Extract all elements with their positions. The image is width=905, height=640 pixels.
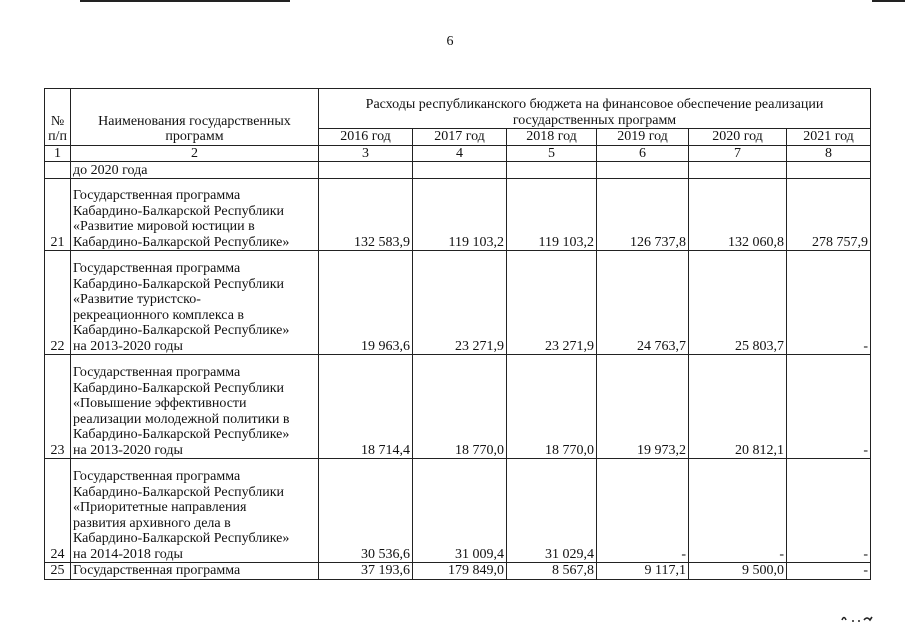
row-number: 23 — [45, 355, 71, 459]
program-name-line: Кабардино-Балкарской Республике» — [73, 427, 290, 442]
program-name-line: «Развитие мировой юстиции в — [73, 219, 255, 234]
column-number: 1 — [45, 145, 71, 162]
expense-value: 278 757,9 — [787, 179, 871, 251]
expense-value: 31 009,4 — [413, 459, 507, 563]
header-year: 2017 год — [413, 129, 507, 146]
program-name-line: «Повышение эффективности — [73, 396, 247, 411]
program-row — [45, 355, 871, 459]
program-row — [45, 251, 871, 355]
program-name-line: «Развитие туристско- — [73, 292, 201, 307]
column-number: 2 — [71, 145, 319, 162]
expense-value: 179 849,0 — [413, 563, 507, 580]
expense-value: 37 193,6 — [319, 563, 413, 580]
column-number: 8 — [787, 145, 871, 162]
program-name-line: Государственная программа — [73, 365, 241, 380]
program-rows — [45, 179, 871, 580]
program-name-line: Кабардино-Балкарской Республике» — [73, 323, 290, 338]
program-name-line: Кабардино-Балкарской Республике» — [73, 531, 290, 546]
program-name-line: Кабардино-Балкарской Республике» — [73, 234, 290, 250]
program-name-line: Государственная программа — [73, 188, 241, 203]
continuation-text: до 2020 года — [71, 162, 319, 179]
continuation-row — [45, 162, 871, 179]
program-name-line: Кабардино-Балкарской Республики — [73, 380, 284, 396]
expense-value: 19 963,6 — [319, 251, 413, 355]
expense-value: 23 271,9 — [413, 251, 507, 355]
program-name-line: на 2014-2018 годы — [73, 546, 183, 562]
program-name-line: на 2013-2020 годы — [73, 442, 183, 458]
expense-value: - — [597, 459, 689, 563]
program-row — [45, 179, 871, 251]
program-row — [45, 563, 871, 580]
program-name-line: Кабардино-Балкарской Республики — [73, 203, 284, 219]
program-name-line: Кабардино-Балкарской Республики — [73, 484, 284, 500]
program-name-line: «Приоритетные направления — [73, 500, 247, 515]
program-name — [71, 563, 319, 580]
row-number: 21 — [45, 179, 71, 251]
expense-value: 18 770,0 — [413, 355, 507, 459]
column-number: 6 — [597, 145, 689, 162]
row-number: 22 — [45, 251, 71, 355]
row-number: 25 — [45, 563, 71, 580]
column-number: 3 — [319, 145, 413, 162]
scan-artifact-top-right — [872, 0, 905, 2]
program-name-line: рекреационного комплекса в — [73, 307, 245, 323]
expense-value: - — [787, 563, 871, 580]
program-name-line: Кабардино-Балкарской Республики — [73, 276, 284, 292]
header-col-expenses: Расходы республиканского бюджета на финансовое обеспечение реализации государственных программ — [319, 89, 871, 129]
program-name-line: развития архивного дела в — [73, 515, 231, 531]
expense-value: - — [787, 251, 871, 355]
header-year: 2018 год — [507, 129, 597, 146]
budget-table — [44, 88, 871, 580]
header-year: 2019 год — [597, 129, 689, 146]
expense-value: - — [787, 355, 871, 459]
program-name-line: Государственная программа — [73, 261, 241, 276]
header-year: 2016 год — [319, 129, 413, 146]
scan-artifact-bottom-right — [840, 612, 890, 626]
header-col-num: № п/п — [45, 89, 71, 146]
expense-value: 24 763,7 — [597, 251, 689, 355]
header-col-name: Наименования государственных программ — [71, 89, 319, 146]
expense-value: 132 583,9 — [319, 179, 413, 251]
expense-value: 9 500,0 — [689, 563, 787, 580]
program-name — [71, 459, 319, 563]
header-year: 2021 год — [787, 129, 871, 146]
program-name — [71, 251, 319, 355]
program-name-line: Государственная программа — [73, 469, 241, 484]
expense-value: 18 714,4 — [319, 355, 413, 459]
column-number: 5 — [507, 145, 597, 162]
expense-value: 30 536,6 — [319, 459, 413, 563]
expense-value: 23 271,9 — [507, 251, 597, 355]
expense-value: 126 737,8 — [597, 179, 689, 251]
row-number: 24 — [45, 459, 71, 563]
program-name — [71, 179, 319, 251]
header-row-1 — [45, 89, 871, 129]
expense-value: 20 812,1 — [689, 355, 787, 459]
scan-artifact-top-left — [80, 0, 290, 2]
program-name — [71, 355, 319, 459]
expense-value: 132 060,8 — [689, 179, 787, 251]
program-row — [45, 459, 871, 563]
expense-value: - — [689, 459, 787, 563]
program-name-line: на 2013-2020 годы — [73, 338, 183, 354]
expense-value: 119 103,2 — [413, 179, 507, 251]
expense-value: 9 117,1 — [597, 563, 689, 580]
expense-value: - — [787, 459, 871, 563]
program-name-line: реализации молодежной политики в — [73, 411, 290, 427]
expense-value: 8 567,8 — [507, 563, 597, 580]
expense-value: 25 803,7 — [689, 251, 787, 355]
expense-value: 19 973,2 — [597, 355, 689, 459]
page-number: 6 — [446, 34, 454, 49]
expense-value: 18 770,0 — [507, 355, 597, 459]
column-number: 7 — [689, 145, 787, 162]
expense-value: 31 029,4 — [507, 459, 597, 563]
column-number-row — [45, 145, 871, 162]
column-number: 4 — [413, 145, 507, 162]
header-year: 2020 год — [689, 129, 787, 146]
program-name-line: Государственная программа — [73, 563, 241, 578]
expense-value: 119 103,2 — [507, 179, 597, 251]
